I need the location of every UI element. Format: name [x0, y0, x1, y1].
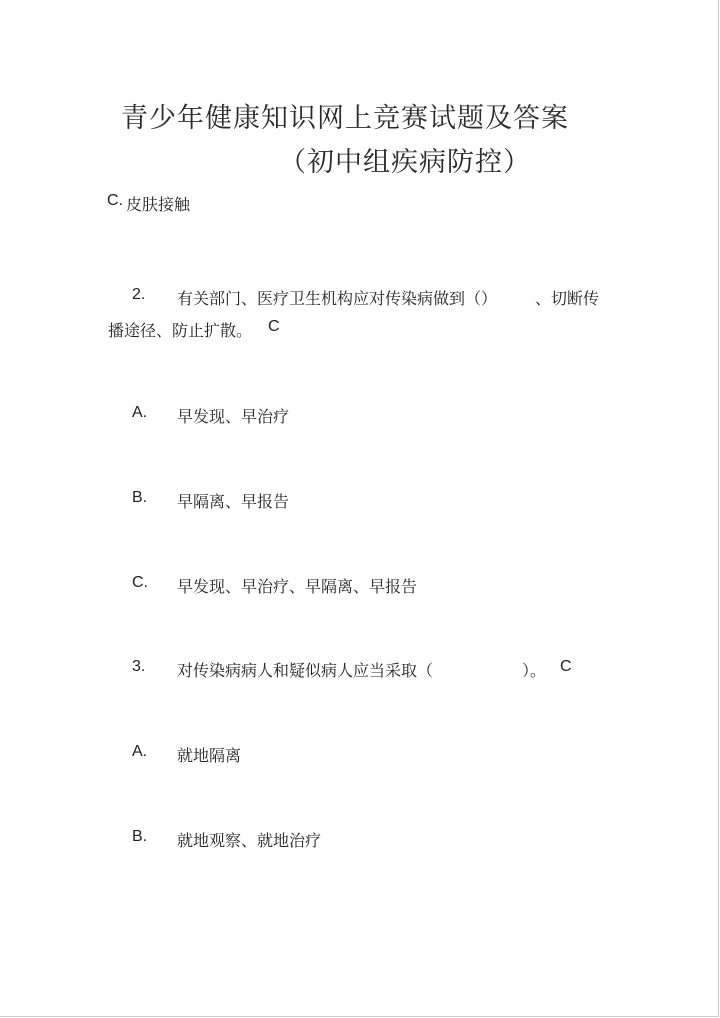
question-answer: C: [560, 658, 572, 675]
prev-option-text: 皮肤接触: [126, 195, 191, 214]
question-answer: C: [268, 318, 280, 335]
option-marker: C.: [132, 574, 148, 591]
document-subtitle: （初中组疾病防控）: [279, 147, 531, 178]
document-title: 青少年健康知识网上竞赛试题及答案: [121, 103, 569, 134]
option-text: 就地观察、就地治疗: [177, 831, 322, 850]
question-number: 3.: [132, 658, 146, 675]
question-text-line1: 对传染病病人和疑似病人应当采取（: [177, 661, 434, 680]
question-text-line1-tail: ）。: [522, 661, 547, 680]
option-text: 就地隔离: [177, 746, 242, 765]
option-marker: B.: [132, 828, 148, 845]
option-text: 早发现、早治疗: [177, 407, 290, 426]
option-text: 早隔离、早报告: [177, 492, 290, 511]
option-text: 早发现、早治疗、早隔离、早报告: [177, 577, 418, 596]
question-text-line2: 播途径、防止扩散。: [108, 321, 253, 340]
option-marker: A.: [132, 404, 148, 421]
prev-option-marker: C.: [107, 192, 123, 209]
question-text-line1-tail: 、切断传: [535, 289, 600, 308]
question-number: 2.: [132, 286, 146, 303]
option-marker: B.: [132, 489, 148, 506]
option-marker: A.: [132, 743, 148, 760]
question-text-line1: 有关部门、医疗卫生机构应对传染病做到（）: [177, 289, 498, 308]
